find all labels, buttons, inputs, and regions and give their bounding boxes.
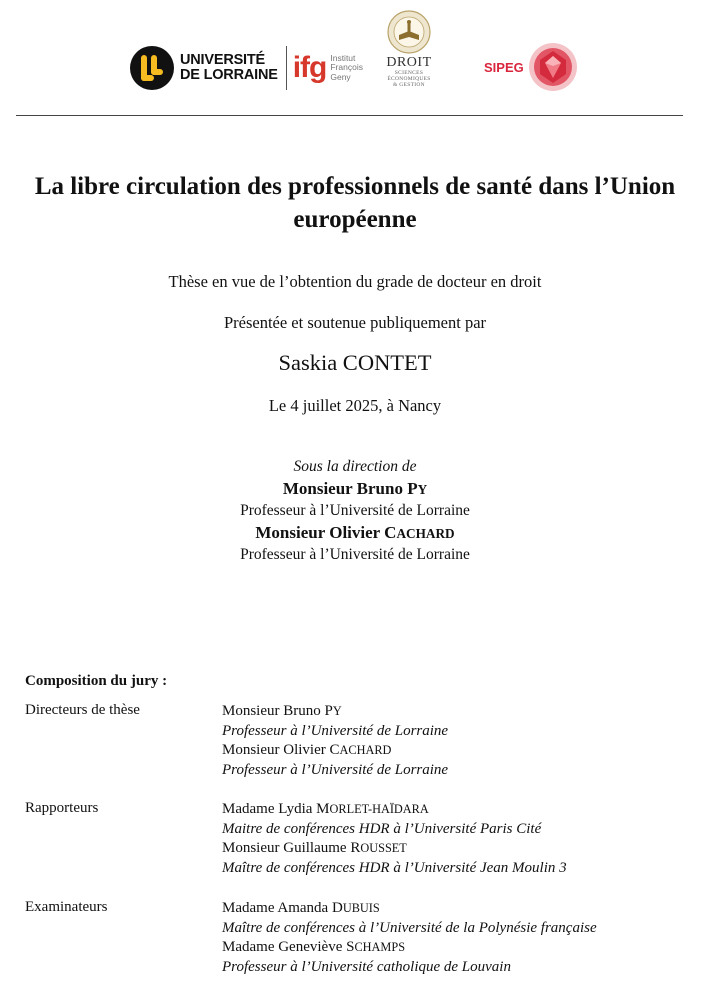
sipeg-logo: SIPEG [484,42,578,92]
director-title: Professeur à l’Université de Lorraine [240,502,470,519]
author-name: Saskia CONTET [278,350,432,375]
jury-heading: Composition du jury : [25,673,168,689]
jury-member-title: Professeur à l’Université catholique de Louvain [222,959,511,976]
jury-member-title: Maître de conférences HDR à l’Université Jean Moulin 3 [222,860,567,877]
seal-icon [387,10,431,54]
jury-member-title: Professeur à l’Université de Lorraine [222,722,449,739]
jury-member-title: Maître de conférences à l’Université de la Polynésie française [222,919,597,936]
jury-member-name: Monsieur Olivier CACHARD [222,742,392,759]
jury-member-name: Monsieur Bruno PY [222,703,342,719]
jury-role: Directeurs de thèse [25,702,140,718]
droit-faculty-logo: DROIT SCIENCES ÉCONOMIQUES & GESTION [381,10,437,89]
jury-member-name: Madame Lydia MORLET-HAÏDARA [222,801,429,817]
supervision-block [0,456,710,566]
supervision-label: Sous la direction de [293,458,417,475]
ul-wordmark: UNIVERSITÉ DE LORRAINE [180,52,278,83]
jury-member-title: Maitre de conférences HDR à l’Université Paris Cité [222,820,542,837]
director-title: Professeur à l’Université de Lorraine [240,546,470,563]
presented-by: Présentée et soutenue publiquement par [223,313,487,332]
defense-date: Le 4 juillet 2025, à Nancy [268,396,442,415]
logo-separator [286,46,287,90]
thesis-subtitle: Thèse en vue de l’obtention du grade de docteur en droit [168,272,542,291]
ul-mark-icon [130,46,174,90]
ifg-logo: ifg Institut François Geny [292,51,363,84]
thesis-title: La libre circulation des professionnels de santé dans l’Union européenne [34,173,676,233]
jury-member-name: Madame Amanda DUBUIS [222,900,380,916]
jury-member-name: Monsieur Guillaume ROUSSET [222,840,407,857]
sipeg-gem-icon [528,42,578,92]
director-name: Monsieur Olivier CACHARD [255,522,455,542]
jury-member-name: Madame Geneviève SCHAMPS [222,939,406,956]
header-divider [16,115,683,116]
logo-strip [0,0,710,115]
jury-role: Examinateurs [25,899,108,915]
director-name: Monsieur Bruno PY [282,478,428,498]
universite-lorraine-logo [130,45,363,91]
jury-member-title: Professeur à l’Université de Lorraine [222,762,449,779]
jury-role: Rapporteurs [25,800,99,816]
